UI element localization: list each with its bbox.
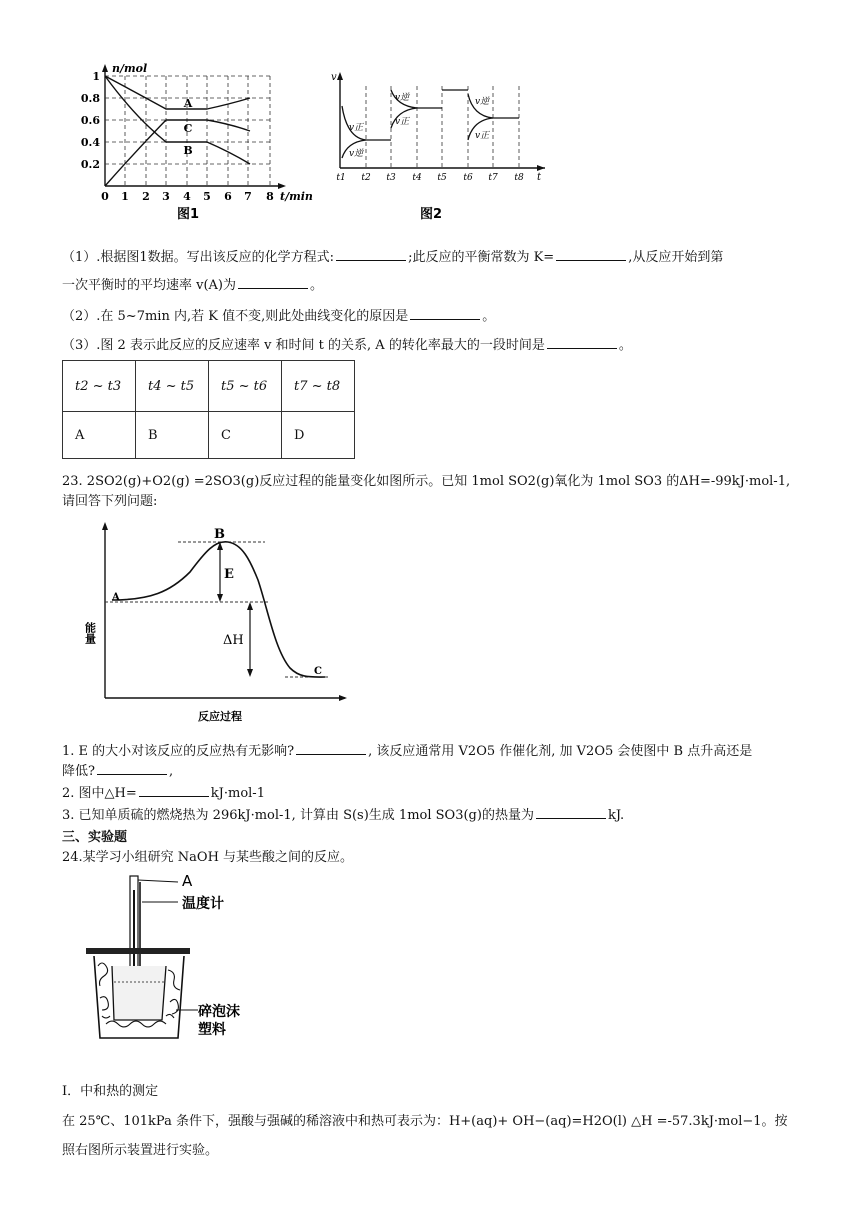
answer-blank[interactable] [238, 276, 308, 289]
svg-text:图2: 图2 [419, 207, 443, 222]
svg-text:t8: t8 [514, 173, 524, 183]
svg-text:0.2: 0.2 [80, 158, 100, 171]
svg-text:0.6: 0.6 [80, 114, 100, 127]
calorimeter-diagram [80, 870, 260, 1050]
svg-text:能量: 能量 [83, 622, 97, 644]
svg-text:B: B [183, 144, 193, 157]
svg-text:t: t [537, 172, 542, 183]
svg-text:塑料: 塑料 [198, 1022, 226, 1038]
figure-2-graph [325, 68, 555, 223]
q24-intro: 24.某学习小组研究 NaOH 与某些酸之间的反应。 [62, 850, 354, 865]
svg-text:C: C [314, 666, 322, 677]
svg-text:7: 7 [244, 190, 252, 203]
answer-blank[interactable] [97, 762, 167, 775]
energy-curve [112, 542, 325, 677]
svg-text:反应过程: 反应过程 [198, 710, 242, 723]
svg-text:图1: 图1 [176, 207, 200, 222]
table-cell: t7 ~ t8 [282, 361, 355, 412]
svg-text:v正: v正 [395, 117, 410, 127]
y-axis-label: n/mol [112, 62, 148, 75]
svg-text:0.8: 0.8 [80, 92, 100, 105]
svg-text:0.4: 0.4 [80, 136, 100, 149]
svg-text:A: A [112, 592, 120, 603]
q23-intro2: 请回答下列问题: [62, 494, 158, 509]
svg-text:ΔH: ΔH [223, 633, 244, 648]
q24-para2: 照右图所示装置进行实验。 [62, 1143, 219, 1158]
q22-part3: （3）.图 2 表示此反应的反应速率 v 和时间 t 的关系, A 的转化率最大的一段时间是 。 [62, 338, 632, 353]
svg-text:C: C [183, 122, 193, 135]
q22-part2: （2）.在 5~7min 内,若 K 值不变,则此处曲线变化的原因是 。 [62, 309, 496, 324]
svg-text:碎泡沫: 碎泡沫 [198, 1004, 240, 1020]
svg-text:8: 8 [266, 190, 274, 203]
q23-intro: 23. 2SO2(g)+O2(g) =2SO3(g)反应过程的能量变化如图所示。已知 1mol SO2(g)氧化为 1mol SO3 的ΔH=-99kJ·mol-1, [62, 474, 791, 489]
svg-text:t2: t2 [361, 173, 371, 183]
svg-text:t/min: t/min [280, 190, 313, 203]
option-b[interactable]: B [136, 412, 209, 459]
svg-text:E: E [224, 567, 234, 582]
option-a[interactable]: A [63, 412, 136, 459]
answer-blank[interactable] [410, 307, 480, 320]
svg-text:4: 4 [183, 190, 191, 203]
figure-1-graph [80, 62, 320, 222]
svg-text:v: v [331, 72, 337, 83]
svg-text:1: 1 [92, 70, 100, 83]
energy-diagram [83, 520, 360, 725]
svg-text:A: A [182, 872, 193, 890]
svg-text:t4: t4 [412, 173, 422, 183]
q23-sub3: 3. 已知单质硫的燃烧热为 296kJ·mol-1, 计算由 S(s)生成 1mol SO3(g)的热量为 kJ. [62, 808, 625, 823]
answer-blank[interactable] [547, 336, 617, 349]
svg-text:1: 1 [121, 190, 129, 203]
svg-text:v正: v正 [349, 123, 364, 133]
section-heading: 三、实验题 [62, 830, 128, 845]
svg-text:6: 6 [224, 190, 232, 203]
q23-sub1-cont: 降低? , [62, 764, 174, 779]
q24-para1: 在 25℃、101kPa 条件下，强酸与强碱的稀溶液中和热可表示为：H+(aq)+ OH−(aq)=H2O(l) △H =-57.3kJ·mol−1。按 [62, 1114, 788, 1129]
q22-options-table [62, 360, 355, 459]
svg-text:3: 3 [162, 190, 170, 203]
q23-sub1: 1. E 的大小对该反应的反应热有无影响? , 该反应通常用 V2O5 作催化剂, 加 V2O5 会使图中 B 点升高还是 [62, 744, 753, 759]
answer-blank[interactable] [336, 248, 406, 261]
svg-text:B: B [214, 527, 225, 542]
svg-text:v逆: v逆 [475, 97, 490, 107]
svg-text:t1: t1 [336, 173, 346, 183]
option-d[interactable]: D [282, 412, 355, 459]
svg-text:温度计: 温度计 [182, 896, 224, 912]
table-cell: t2 ~ t3 [63, 361, 136, 412]
svg-text:t5: t5 [437, 173, 447, 183]
answer-blank[interactable] [556, 248, 626, 261]
answer-blank[interactable] [139, 784, 209, 797]
svg-text:t6: t6 [463, 173, 473, 183]
svg-text:t7: t7 [488, 173, 498, 183]
part1-title: Ⅰ．中和热的测定 [62, 1084, 159, 1099]
table-cell: t5 ~ t6 [209, 361, 282, 412]
svg-text:v逆: v逆 [349, 149, 364, 159]
svg-text:v逆: v逆 [395, 93, 410, 103]
answer-blank[interactable] [536, 806, 606, 819]
svg-text:t3: t3 [386, 173, 396, 183]
q22-part1-line2: 一次平衡时的平均速率 v(A)为 。 [62, 278, 324, 293]
svg-text:2: 2 [142, 190, 150, 203]
q22-part1-line1: （1）.根据图1数据。写出该反应的化学方程式: ;此反应的平衡常数为 K= ,从反应开始到第 [62, 250, 724, 265]
svg-text:v正: v正 [475, 131, 490, 141]
svg-text:5: 5 [203, 190, 211, 203]
answer-blank[interactable] [296, 742, 366, 755]
table-cell: t4 ~ t5 [136, 361, 209, 412]
svg-text:A: A [183, 97, 193, 110]
svg-text:0: 0 [101, 190, 109, 203]
q23-sub2: 2. 图中△H= kJ·mol-1 [62, 786, 265, 801]
option-c[interactable]: C [209, 412, 282, 459]
